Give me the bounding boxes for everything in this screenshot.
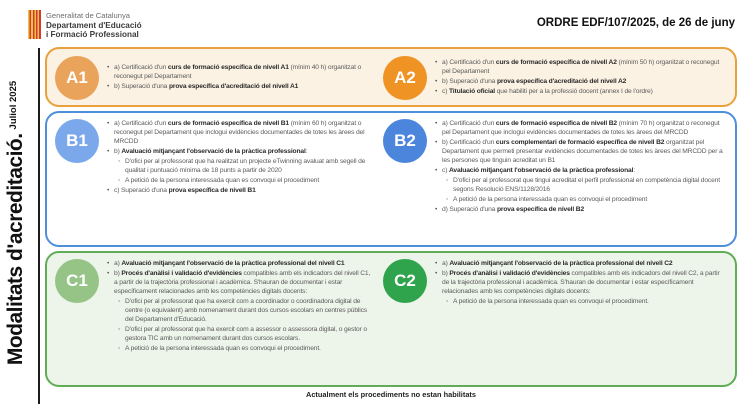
level-row-B [45,111,737,247]
sub-bullet-icon: ◦ [118,157,121,165]
level-column-c1 [55,257,371,381]
criteria-a1-0 [107,64,371,82]
criteria-a2-0-seg-2: (mínim 50 h) organitzat o reconegut pel Departament [442,59,720,76]
bullet-icon: • [107,269,110,277]
criteria-b2-3 [435,206,727,215]
level-column-a1 [55,53,371,101]
criteria-a1-1 [107,83,371,92]
criteria-c2-0 [435,260,727,269]
side-title-strip [0,48,38,398]
level-row-C [45,251,737,387]
bullet-icon: • [435,87,438,95]
criteria-b1-2-seg-0: c) Superació d'una [114,186,169,194]
criteria-b1-1-sub-0 [107,158,371,176]
criteria-b2-2-seg-0: c) [442,166,449,174]
org-line2: Departament d'Educació [46,20,142,30]
bullet-icon: • [435,59,438,67]
criteria-c2-0-seg-0: a) [442,260,450,267]
level-column-a2 [371,53,727,101]
criteria-a2-2-seg-0: c) [442,87,449,95]
criteria-a2-1-seg-0: b) Superació d'una [442,78,497,85]
criteria-c1-1-sub-1 [107,326,371,344]
criteria-b2-1-text [442,139,727,166]
side-title-date: Juliol 2025 [8,80,19,130]
bullet-icon: • [435,269,438,277]
criteria-b2-3-seg-0: d) Superació d'una [442,205,497,213]
criteria-b2-0-seg-0: a) Certificació d'un [442,120,496,127]
criteria-b1-1-text [114,148,307,157]
criteria-c1-1-seg-2: compatibles amb els indicadors del nivell C1, a partir de la trajectòria professional i acadèmica. S'hauran de documentar i estar específicament relacionades amb les competències digitals docents: [114,269,371,295]
criteria-a1-1-seg-0: b) Superació d'una [114,82,169,90]
footer-note: Actualment els procediments no estan habilitats [305,390,477,399]
criteria-b2-3-text [442,206,584,215]
side-title-main: Modalitats d'acreditació. [4,133,27,366]
sub-bullet-icon: ◦ [118,297,121,305]
criteria-a2-2-seg-1: Titulació oficial [448,87,495,95]
criteria-b1-2-text [114,187,256,196]
level-badge-c2: C2 [383,259,427,303]
criteria-list-b2 [435,117,727,241]
criteria-c1-1-sub-2-seg-0: A petició de la persona interessada quan es convoqui el procediment. [125,344,321,352]
criteria-c1-1-sub-1-text [125,326,371,344]
criteria-a2-1-text [442,78,626,87]
level-column-c2 [371,257,727,381]
levels-container [45,47,737,391]
criteria-b1-1-sub-0-text [125,158,371,176]
criteria-b2-2-text [442,167,635,176]
criteria-c2-1-sub-0-seg-0: A petició de la persona interessada quan es convoqui el procediment. [453,297,649,305]
criteria-c2-1 [435,270,727,297]
generalitat-logo-icon [28,10,41,39]
criteria-b1-1-seg-0: b) [114,147,122,155]
criteria-b1-0 [107,120,371,147]
criteria-c2-1-text [442,270,727,297]
level-badge-c1: C1 [55,259,99,303]
criteria-c2-0-text [442,260,672,269]
criteria-a1-1-seg-1: prova específica d'acreditació del nivell A1 [168,82,299,90]
criteria-c1-0-text [114,260,344,269]
criteria-c1-1-sub-0 [107,298,371,325]
criteria-c1-1-sub-1-seg-0: D'ofici per al professorat que ha exercit com a assessor o assessora digital, o gestor o gestora TIC amb un nomenament durant dos cursos escolars. [125,325,367,342]
criteria-b2-1-seg-0: b) Certificació d'un [442,138,496,146]
criteria-c2-1-sub-0 [435,298,727,307]
sub-bullet-icon: ◦ [446,176,449,184]
criteria-b1-0-seg-0: a) Certificació d'un [114,120,168,127]
sub-bullet-icon: ◦ [446,297,449,305]
level-column-b1 [55,117,371,241]
criteria-a1-0-seg-2: (mínim 40 h) organitzat o reconegut pel Departament [114,64,362,81]
criteria-b2-0-text [442,120,727,138]
bullet-icon: • [107,82,110,90]
bullet-icon: • [107,64,110,72]
criteria-a2-0-text [442,59,727,77]
criteria-list-a2 [435,56,727,98]
org-line3: i Formació Professional [46,30,139,39]
criteria-b2-2-sub-1-seg-0: A petició de la persona interessada quan es convoqui el procediment [453,195,648,203]
criteria-b2-0 [435,120,727,138]
level-badge-a2: A2 [383,56,427,100]
criteria-b1-0-seg-1: curs de formació específica de nivell B1 [167,120,290,127]
criteria-b1-1-sub-1-seg-0: A petició de la persona interessada quan es convoqui el procediment [125,176,320,184]
level-badge-a1: A1 [55,56,99,100]
criteria-b2-2-sub-0-text [453,177,727,195]
criteria-a1-1-text [114,83,298,92]
criteria-b2-2-sub-0-seg-0: D'ofici per al professorat que tingui acreditat el perfil professional en competència digital docent segons Resolució ENS/1128/2016 [453,176,720,193]
criteria-b2-2 [435,167,727,176]
criteria-a2-0-seg-1: curs de formació específica de nivell A2 [495,59,617,67]
criteria-a1-0-seg-1: curs de formació específica de nivell A1 [167,64,289,72]
criteria-c1-1-sub-2 [107,345,371,354]
criteria-a1-0-seg-0: a) Certificació d'un [114,64,168,72]
criteria-a2-2 [435,88,727,97]
criteria-list-b1 [107,117,371,241]
criteria-b2-2-sub-1 [435,196,727,205]
criteria-b1-1-sub-1 [107,177,371,186]
criteria-a2-1 [435,78,727,87]
level-badge-b2: B2 [383,119,427,163]
criteria-b2-0-seg-1: curs de formació específica de nivell B2 [495,120,618,127]
criteria-b1-2-seg-1: prova específica de nivell B1 [168,186,256,194]
criteria-a2-2-text [442,88,653,97]
criteria-b2-0-seg-2: (mínim 70 h) organitzat o reconegut pel Departament que inclogui evidències documentades de totes les àrees del MRCDD [442,120,720,136]
criteria-b2-2-seg-2: : [633,166,636,174]
bullet-icon: • [107,186,110,194]
sub-bullet-icon: ◦ [446,195,449,203]
criteria-b1-1 [107,148,371,157]
bullet-icon: • [107,147,110,155]
criteria-b2-2-sub-0 [435,177,727,195]
criteria-c2-1-seg-1: Procés d'anàlisi i validació d'evidències [449,269,570,277]
sub-bullet-icon: ◦ [118,325,121,333]
criteria-b1-1-seg-2: : [305,147,308,155]
criteria-b1-0-seg-2: (mínim 60 h) organitzat o reconegut pel Departament que inclogui evidències documentades de totes les àrees del MRCDD [114,120,365,145]
bullet-icon: • [435,205,438,213]
criteria-b2-1-seg-2: organitzat pel Departament que permeti presentar evidències documentades de totes les àrees del MRCDD per a les persones que tinguin acreditat un B1 [442,138,723,164]
page-header [0,0,745,46]
criteria-c2-1-sub-0-text [453,298,649,307]
criteria-c1-1-seg-1: Procés d'anàlisi i validació d'evidències [121,269,242,277]
criteria-a2-0 [435,59,727,77]
criteria-c1-1-sub-2-text [125,345,321,354]
criteria-b1-0-text [114,120,371,147]
criteria-c1-0 [107,260,371,269]
criteria-c1-1-seg-0: b) [114,269,122,277]
org-line1: Generalitat de Catalunya [46,11,131,20]
org-name-block [46,11,142,40]
criteria-c1-1-sub-0-seg-0: D'ofici per al professorat que ha exercit com a coordinador o coordinadora digital de centre (o equivalent) amb nomenament durant dos cursos escolars en centres públics del Departament d'Educació. [125,297,367,323]
bullet-icon: • [107,260,110,267]
criteria-b2-3-seg-1: prova específica de nivell B2 [496,205,585,213]
bullet-icon: • [107,120,110,127]
criteria-c2-1-seg-2: compatibles amb els indicadors del nivell C2, a partir de la trajectòria professional i acadèmica. S'hauran de documentar i estar específicament relacionades amb les competències digitals docents: [442,269,720,295]
level-column-b2 [371,117,727,241]
sub-bullet-icon: ◦ [118,176,121,184]
criteria-c2-0-seg-1: Avaluació mitjançant l'observació de la pràctica professional del nivell C2 [449,260,673,267]
bullet-icon: • [435,138,438,146]
criteria-a1-0-text [114,64,371,82]
level-row-A [45,47,737,107]
criteria-c1-1-sub-0-text [125,298,371,325]
criteria-c1-0-seg-0: a) [114,260,122,267]
criteria-a2-0-seg-0: a) Certificació d'un [442,59,496,67]
criteria-b1-2 [107,187,371,196]
order-reference: ORDRE EDF/107/2025, de 26 de juny [536,17,735,29]
criteria-c1-1-text [114,270,371,297]
criteria-b2-2-seg-1: Avaluació mitjançant l'observació de la pràctica professional [448,166,634,174]
criteria-b2-2-sub-1-text [453,196,647,205]
sub-bullet-icon: ◦ [118,344,121,352]
criteria-c1-0-seg-1: Avaluació mitjançant l'observació de la pràctica professional del nivell C1 [121,260,345,267]
vertical-divider [38,48,40,404]
criteria-b2-1 [435,139,727,166]
level-badge-b1: B1 [55,119,99,163]
criteria-b1-1-sub-0-seg-0: D'ofici per al professorat que ha realitzat un projecte eTwinning avaluat amb segell de qualitat i puntuació mínima de 18 punts a partir de 2020 [125,157,366,174]
criteria-list-c2 [435,257,727,381]
bullet-icon: • [435,120,438,127]
criteria-a2-2-seg-2: que habiliti per a la professió docent (annex I de l'ordre) [495,87,653,95]
criteria-a2-1-seg-1: prova específica d'acreditació del nivell A2 [496,78,627,85]
criteria-b1-1-sub-1-text [125,177,319,186]
criteria-b1-1-seg-1: Avaluació mitjançant l'observació de la pràctica professional [121,147,306,155]
side-title [4,81,28,365]
criteria-list-c1 [107,257,371,381]
bullet-icon: • [435,260,438,267]
criteria-list-a1 [107,61,371,93]
criteria-c2-1-seg-0: b) [442,269,450,277]
bullet-icon: • [435,78,438,85]
criteria-b2-1-seg-1: curs complementari de formació específica de nivell B2 [495,138,665,146]
bullet-icon: • [435,166,438,174]
criteria-c1-1 [107,270,371,297]
